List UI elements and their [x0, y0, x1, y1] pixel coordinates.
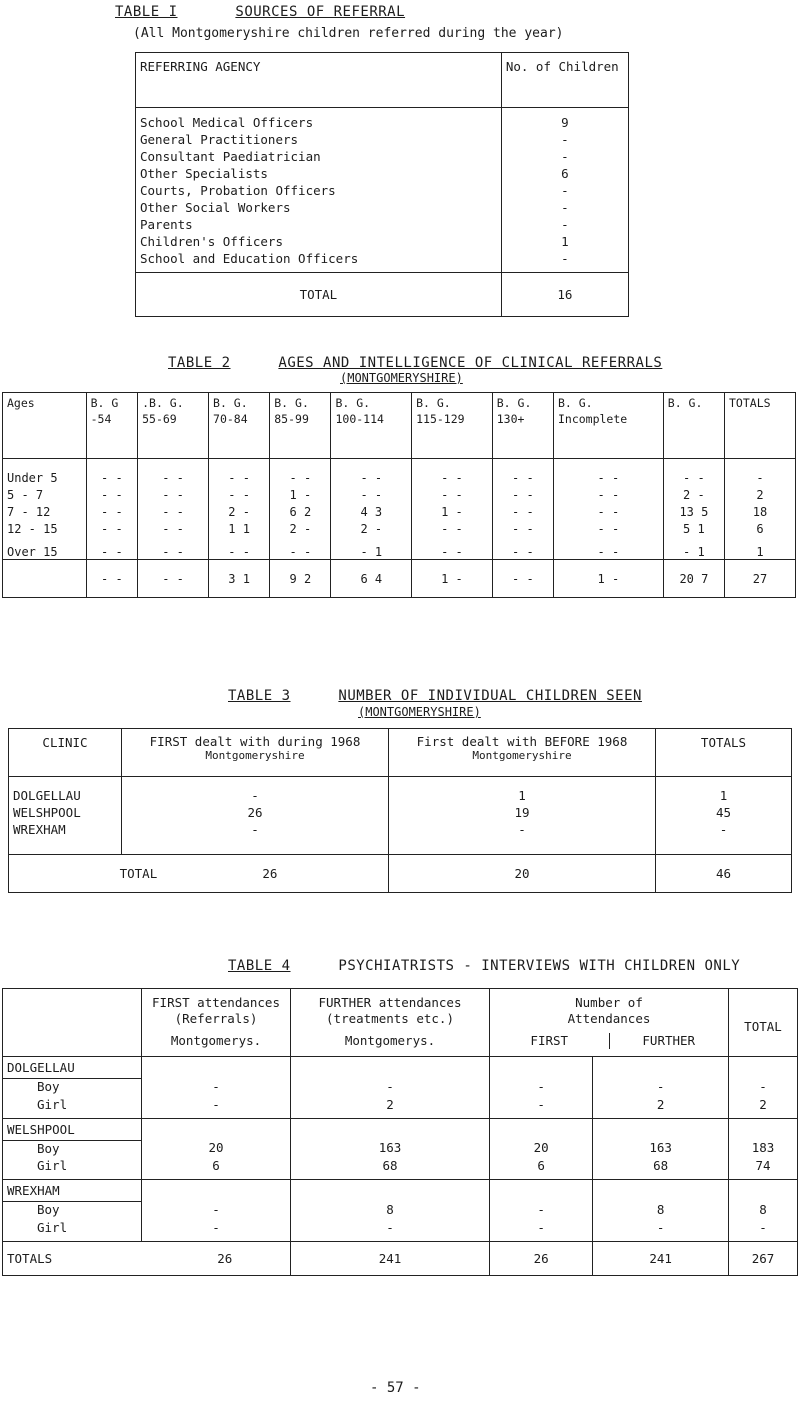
table1-agency: Courts, Probation Officers [140, 183, 336, 198]
table1-agency: Other Specialists [140, 166, 268, 181]
table4-cell-label: Boy [3, 1202, 142, 1220]
table3-first: 26 [247, 805, 263, 820]
table3-title: TABLE 3 [228, 688, 291, 704]
table4-cell-total: 183 [729, 1140, 798, 1158]
table2-header: B. G. 85-99 [270, 393, 331, 459]
table2-header: B. G -54 [86, 393, 138, 459]
table2-row [3, 502, 796, 519]
table4-cell-further: 8 [291, 1202, 490, 1220]
table4-clinic-spacer [490, 1180, 593, 1202]
table2-header: Ages [3, 393, 87, 459]
table4-clinic-spacer [593, 1118, 729, 1140]
table2-cell: 1 1 [209, 519, 270, 536]
table2-cell: - - [138, 485, 209, 502]
table4-col-total: TOTAL [729, 989, 798, 1057]
table3-total-row-first [9, 855, 389, 893]
table2-cell: - - [492, 502, 553, 519]
table2-cell: - - [86, 519, 138, 536]
table4-col-further-line3: Montgomerys. [344, 1033, 436, 1048]
table2-total-cell: - - [86, 560, 138, 598]
table2-total-cell: 20 7 [663, 560, 724, 598]
table2-total-cell: 27 [725, 560, 796, 598]
table2-cell: - - [86, 502, 138, 519]
table1-count: 9 [561, 115, 569, 130]
table2-age: Over 15 [3, 536, 87, 560]
table4-cell-first: - [142, 1097, 291, 1119]
table1-agency: General Practitioners [140, 132, 299, 147]
table1-agency: Other Social Workers [140, 200, 291, 215]
table2 [2, 392, 796, 598]
table2-cell: - - [412, 485, 493, 502]
table2-cell: - - [138, 519, 209, 536]
table1-agency: Children's Officers [140, 234, 283, 249]
table2-age: Under 5 [3, 459, 87, 485]
table2-cell: - - [412, 536, 493, 560]
table2-cell: - - [209, 485, 270, 502]
table4-totals-further: 241 [291, 1241, 490, 1275]
table4-heading: PSYCHIATRISTS - INTERVIEWS WITH CHILDREN ONLY [338, 958, 741, 974]
table2-subheading: (MONTGOMERYSHIRE) [340, 371, 463, 385]
table2-total-cell: - - [492, 560, 553, 598]
table2-cell: - - [412, 519, 493, 536]
table4-cell-first: - [142, 1202, 291, 1220]
table4-col-number-line1: Number of [575, 995, 643, 1010]
table3-col-clinic: CLINIC [9, 729, 122, 777]
table4-totals-first: 26 [217, 1250, 233, 1266]
table3-total-before: 20 [389, 855, 656, 893]
table1-heading: SOURCES OF REFERRAL [235, 4, 406, 20]
table3-first: - [251, 822, 259, 837]
table4-cell-first: 6 [142, 1158, 291, 1180]
table3-totals-list [656, 777, 792, 855]
table3-before-list [389, 777, 656, 855]
table2-cell: - - [553, 519, 663, 536]
table1-agency: Parents [140, 217, 193, 232]
table4-clinic-row [3, 1180, 798, 1202]
table4-row [3, 1079, 798, 1097]
table2-total-cell: 1 - [553, 560, 663, 598]
table3-title-line [228, 688, 642, 704]
table4-row [3, 1202, 798, 1220]
table2-row [3, 536, 796, 560]
table4-row [3, 1158, 798, 1180]
table2-header: B. G. 130+ [492, 393, 553, 459]
table4-clinic-spacer [291, 1057, 490, 1079]
table4-clinic-spacer [729, 1180, 798, 1202]
table2-cell: - - [209, 459, 270, 485]
table3-heading: NUMBER OF INDIVIDUAL CHILDREN SEEN [338, 688, 642, 704]
table2-cell: 2 - [331, 519, 412, 536]
table2-header: B. G. Incomplete [553, 393, 663, 459]
table4-totals-total: 267 [729, 1241, 798, 1275]
table3-col-first-line2: Montgomeryshire [205, 749, 305, 762]
table2-total-cell: 1 - [412, 560, 493, 598]
table2-cell: 2 - [270, 519, 331, 536]
table4-cell-label: Boy [3, 1079, 142, 1097]
table2-cell: 1 - [412, 502, 493, 519]
table4-cell-nfurther: - [593, 1220, 729, 1242]
table1-count: 1 [561, 234, 569, 249]
table4-cell-total: 2 [729, 1097, 798, 1119]
table2-cell: - - [331, 459, 412, 485]
table2-cell: - - [331, 485, 412, 502]
table2-cell: 18 [725, 502, 796, 519]
table1-subtitle: (All Montgomeryshire children referred during the year) [133, 26, 564, 41]
table2-cell: - - [492, 519, 553, 536]
table2-cell: - - [138, 536, 209, 560]
table4-cell-nfirst: - [490, 1202, 593, 1220]
table2-cell: - 1 [331, 536, 412, 560]
table1-agency: Consultant Paediatrician [140, 149, 321, 164]
table1-agency: School and Education Officers [140, 251, 359, 266]
table3-total-all: 46 [656, 855, 792, 893]
table1-count: - [561, 132, 569, 147]
table2-cell: 6 2 [270, 502, 331, 519]
table1-title-line [115, 4, 405, 20]
table4-title-line [228, 958, 740, 974]
table4-clinic-name: DOLGELLAU [3, 1057, 142, 1079]
table4-cell-nfirst: - [490, 1220, 593, 1242]
table1-agency-list [136, 108, 502, 273]
table3-subheading: (MONTGOMERYSHIRE) [358, 705, 481, 719]
table2-cell: - - [553, 459, 663, 485]
table3-col-before [389, 729, 656, 777]
table4-row [3, 1097, 798, 1119]
table4-totals-nfirst: 26 [490, 1241, 593, 1275]
table2-header: B. G. 100-114 [331, 393, 412, 459]
table4-cell-further: - [291, 1220, 490, 1242]
table1-total-label: TOTAL [136, 273, 502, 317]
table4-cell-first: 20 [142, 1140, 291, 1158]
table2-header: B. G. 70-84 [209, 393, 270, 459]
table2-header: B. G. 115-129 [412, 393, 493, 459]
table2-header: .B. G. 55-69 [138, 393, 209, 459]
table4-clinic-row [3, 1118, 798, 1140]
table4-cell-further: 163 [291, 1140, 490, 1158]
table2-cell: - - [270, 459, 331, 485]
table2-cell: 13 5 [663, 502, 724, 519]
table4-clinic-spacer [142, 1180, 291, 1202]
table4-cell-total: 8 [729, 1202, 798, 1220]
table4-cell-nfurther: - [593, 1079, 729, 1097]
table2-cell: - - [412, 459, 493, 485]
table2-age: 7 - 12 [3, 502, 87, 519]
table4-cell-label: Girl [3, 1097, 142, 1119]
table2-row [3, 485, 796, 502]
table4-cell-nfurther: 68 [593, 1158, 729, 1180]
table2-cell: - - [138, 502, 209, 519]
table3-before: 1 [518, 788, 526, 803]
table4-cell-nfurther: 163 [593, 1140, 729, 1158]
table1 [135, 52, 629, 317]
table4-cell-label: Boy [3, 1140, 142, 1158]
table3-total: 1 [719, 788, 728, 803]
table2-cell: 5 1 [663, 519, 724, 536]
table4-col-number [490, 989, 729, 1057]
table3-col-before-line1: First dealt with BEFORE 1968 [416, 734, 628, 749]
table2-cell: 2 - [209, 502, 270, 519]
table4-totals-nfurther: 241 [593, 1241, 729, 1275]
table2-cell: - - [86, 485, 138, 502]
table2-cell: 2 - [663, 485, 724, 502]
table2-header: B. G. [663, 393, 724, 459]
table2-cell: - - [86, 459, 138, 485]
table4-col-first-line2: (Referrals) [174, 1011, 258, 1026]
table4-cell-label: Girl [3, 1158, 142, 1180]
table4-cell-nfirst: 6 [490, 1158, 593, 1180]
table4 [2, 988, 798, 1276]
table4-cell-nfurther: 8 [593, 1202, 729, 1220]
table4-clinic-spacer [291, 1180, 490, 1202]
table2-cell: - - [492, 459, 553, 485]
table4-clinic-name: WREXHAM [3, 1180, 142, 1202]
table4-corner [3, 989, 142, 1057]
table2-row [3, 519, 796, 536]
table4-col-number-first: FIRST [530, 1033, 569, 1048]
table2-totals-blank [3, 560, 87, 598]
table4-clinic-spacer [593, 1180, 729, 1202]
table4-clinic-spacer [490, 1118, 593, 1140]
table3 [8, 728, 792, 893]
table2-cell: - - [492, 536, 553, 560]
table4-cell-label: Girl [3, 1220, 142, 1242]
table4-clinic-spacer [729, 1118, 798, 1140]
table1-agency: School Medical Officers [140, 115, 314, 130]
table3-col-first [122, 729, 389, 777]
table4-cell-nfirst: 20 [490, 1140, 593, 1158]
table2-age: 12 - 15 [3, 519, 87, 536]
table3-total-label: TOTAL [119, 866, 158, 881]
table4-cell-nfirst: - [490, 1097, 593, 1119]
table2-row [3, 459, 796, 485]
table1-count: - [561, 200, 569, 215]
table2-header: TOTALS [725, 393, 796, 459]
table4-col-first [142, 989, 291, 1057]
table4-clinic-spacer [142, 1057, 291, 1079]
table4-clinic-spacer [490, 1057, 593, 1079]
table2-cell: - - [270, 536, 331, 560]
table4-clinic-spacer [593, 1057, 729, 1079]
table2-cell: - - [663, 459, 724, 485]
table2-cell: - [725, 459, 796, 485]
table4-totals-label: TOTALS [7, 1250, 53, 1266]
table2-title-line [168, 355, 662, 371]
table4-title: TABLE 4 [228, 958, 291, 974]
table2-cell: 4 3 [331, 502, 412, 519]
table3-clinic: WREXHAM [13, 822, 66, 837]
table2-cell: - - [138, 459, 209, 485]
table2-cell: - - [86, 536, 138, 560]
table4-cell-first: - [142, 1220, 291, 1242]
table2-cell: 2 [725, 485, 796, 502]
table2-heading: AGES AND INTELLIGENCE OF CLINICAL REFERRALS [278, 355, 663, 371]
table4-col-number-further: FURTHER [609, 1033, 729, 1049]
table4-cell-total: - [729, 1079, 798, 1097]
table3-first: - [251, 788, 259, 803]
table4-cell-further: - [291, 1079, 490, 1097]
table4-totals-row-first [3, 1241, 291, 1275]
table4-clinic-spacer [291, 1118, 490, 1140]
table2-cell: 1 [725, 536, 796, 560]
table3-clinic: WELSHPOOL [13, 805, 81, 820]
table4-cell-nfirst: - [490, 1079, 593, 1097]
table1-count-list [501, 108, 628, 273]
table4-col-further-line1: FURTHER attendances [318, 995, 462, 1010]
table1-count: - [561, 183, 569, 198]
table2-total-cell: 6 4 [331, 560, 412, 598]
table4-cell-further: 2 [291, 1097, 490, 1119]
table3-total: 45 [715, 805, 732, 820]
table1-title: TABLE I [115, 4, 178, 20]
table3-col-before-line2: Montgomeryshire [472, 749, 572, 762]
table1-total: 16 [501, 273, 628, 317]
table4-col-first-line3: Montgomerys. [170, 1033, 262, 1048]
table1-col-agency: REFERRING AGENCY [136, 53, 502, 108]
table2-cell: - - [553, 536, 663, 560]
table1-count: - [561, 149, 569, 164]
table2-cell: - - [553, 502, 663, 519]
table4-clinic-spacer [142, 1118, 291, 1140]
table4-clinic-row [3, 1057, 798, 1079]
table3-first-list [122, 777, 389, 855]
table2-cell: - - [553, 485, 663, 502]
table3-total: - [719, 822, 728, 837]
table4-cell-total: - [729, 1220, 798, 1242]
table2-cell: 6 [725, 519, 796, 536]
table1-count: - [561, 251, 569, 266]
table4-cell-nfurther: 2 [593, 1097, 729, 1119]
table3-col-first-line1: FIRST dealt with during 1968 [149, 734, 361, 749]
table4-col-first-line1: FIRST attendances [152, 995, 280, 1010]
table4-cell-further: 68 [291, 1158, 490, 1180]
table3-total-first: 26 [262, 866, 278, 881]
table2-total-cell: - - [138, 560, 209, 598]
table2-total-cell: 3 1 [209, 560, 270, 598]
table2-cell: 1 - [270, 485, 331, 502]
table2-cell: - - [492, 485, 553, 502]
table4-col-number-line2: Attendances [567, 1011, 651, 1026]
table3-before: 19 [514, 805, 530, 820]
table4-clinic-spacer [729, 1057, 798, 1079]
table3-clinic-list [9, 777, 122, 855]
table4-row [3, 1140, 798, 1158]
table4-col-further-line2: (treatments etc.) [326, 1011, 454, 1026]
table2-age: 5 - 7 [3, 485, 87, 502]
table4-cell-first: - [142, 1079, 291, 1097]
table3-clinic: DOLGELLAU [13, 788, 81, 803]
table1-col-children: No. of Children [501, 53, 628, 108]
table4-clinic-name: WELSHPOOL [3, 1118, 142, 1140]
table4-cell-total: 74 [729, 1158, 798, 1180]
table1-count: - [561, 217, 569, 232]
table3-col-totals: TOTALS [656, 729, 792, 777]
table2-cell: - - [209, 536, 270, 560]
table2-title: TABLE 2 [168, 355, 231, 371]
table4-col-further [291, 989, 490, 1057]
page-number: - 57 - [370, 1380, 421, 1396]
table2-cell: - 1 [663, 536, 724, 560]
table2-total-cell: 9 2 [270, 560, 331, 598]
table1-count: 6 [561, 166, 569, 181]
table4-row [3, 1220, 798, 1242]
table3-before: - [518, 822, 526, 837]
